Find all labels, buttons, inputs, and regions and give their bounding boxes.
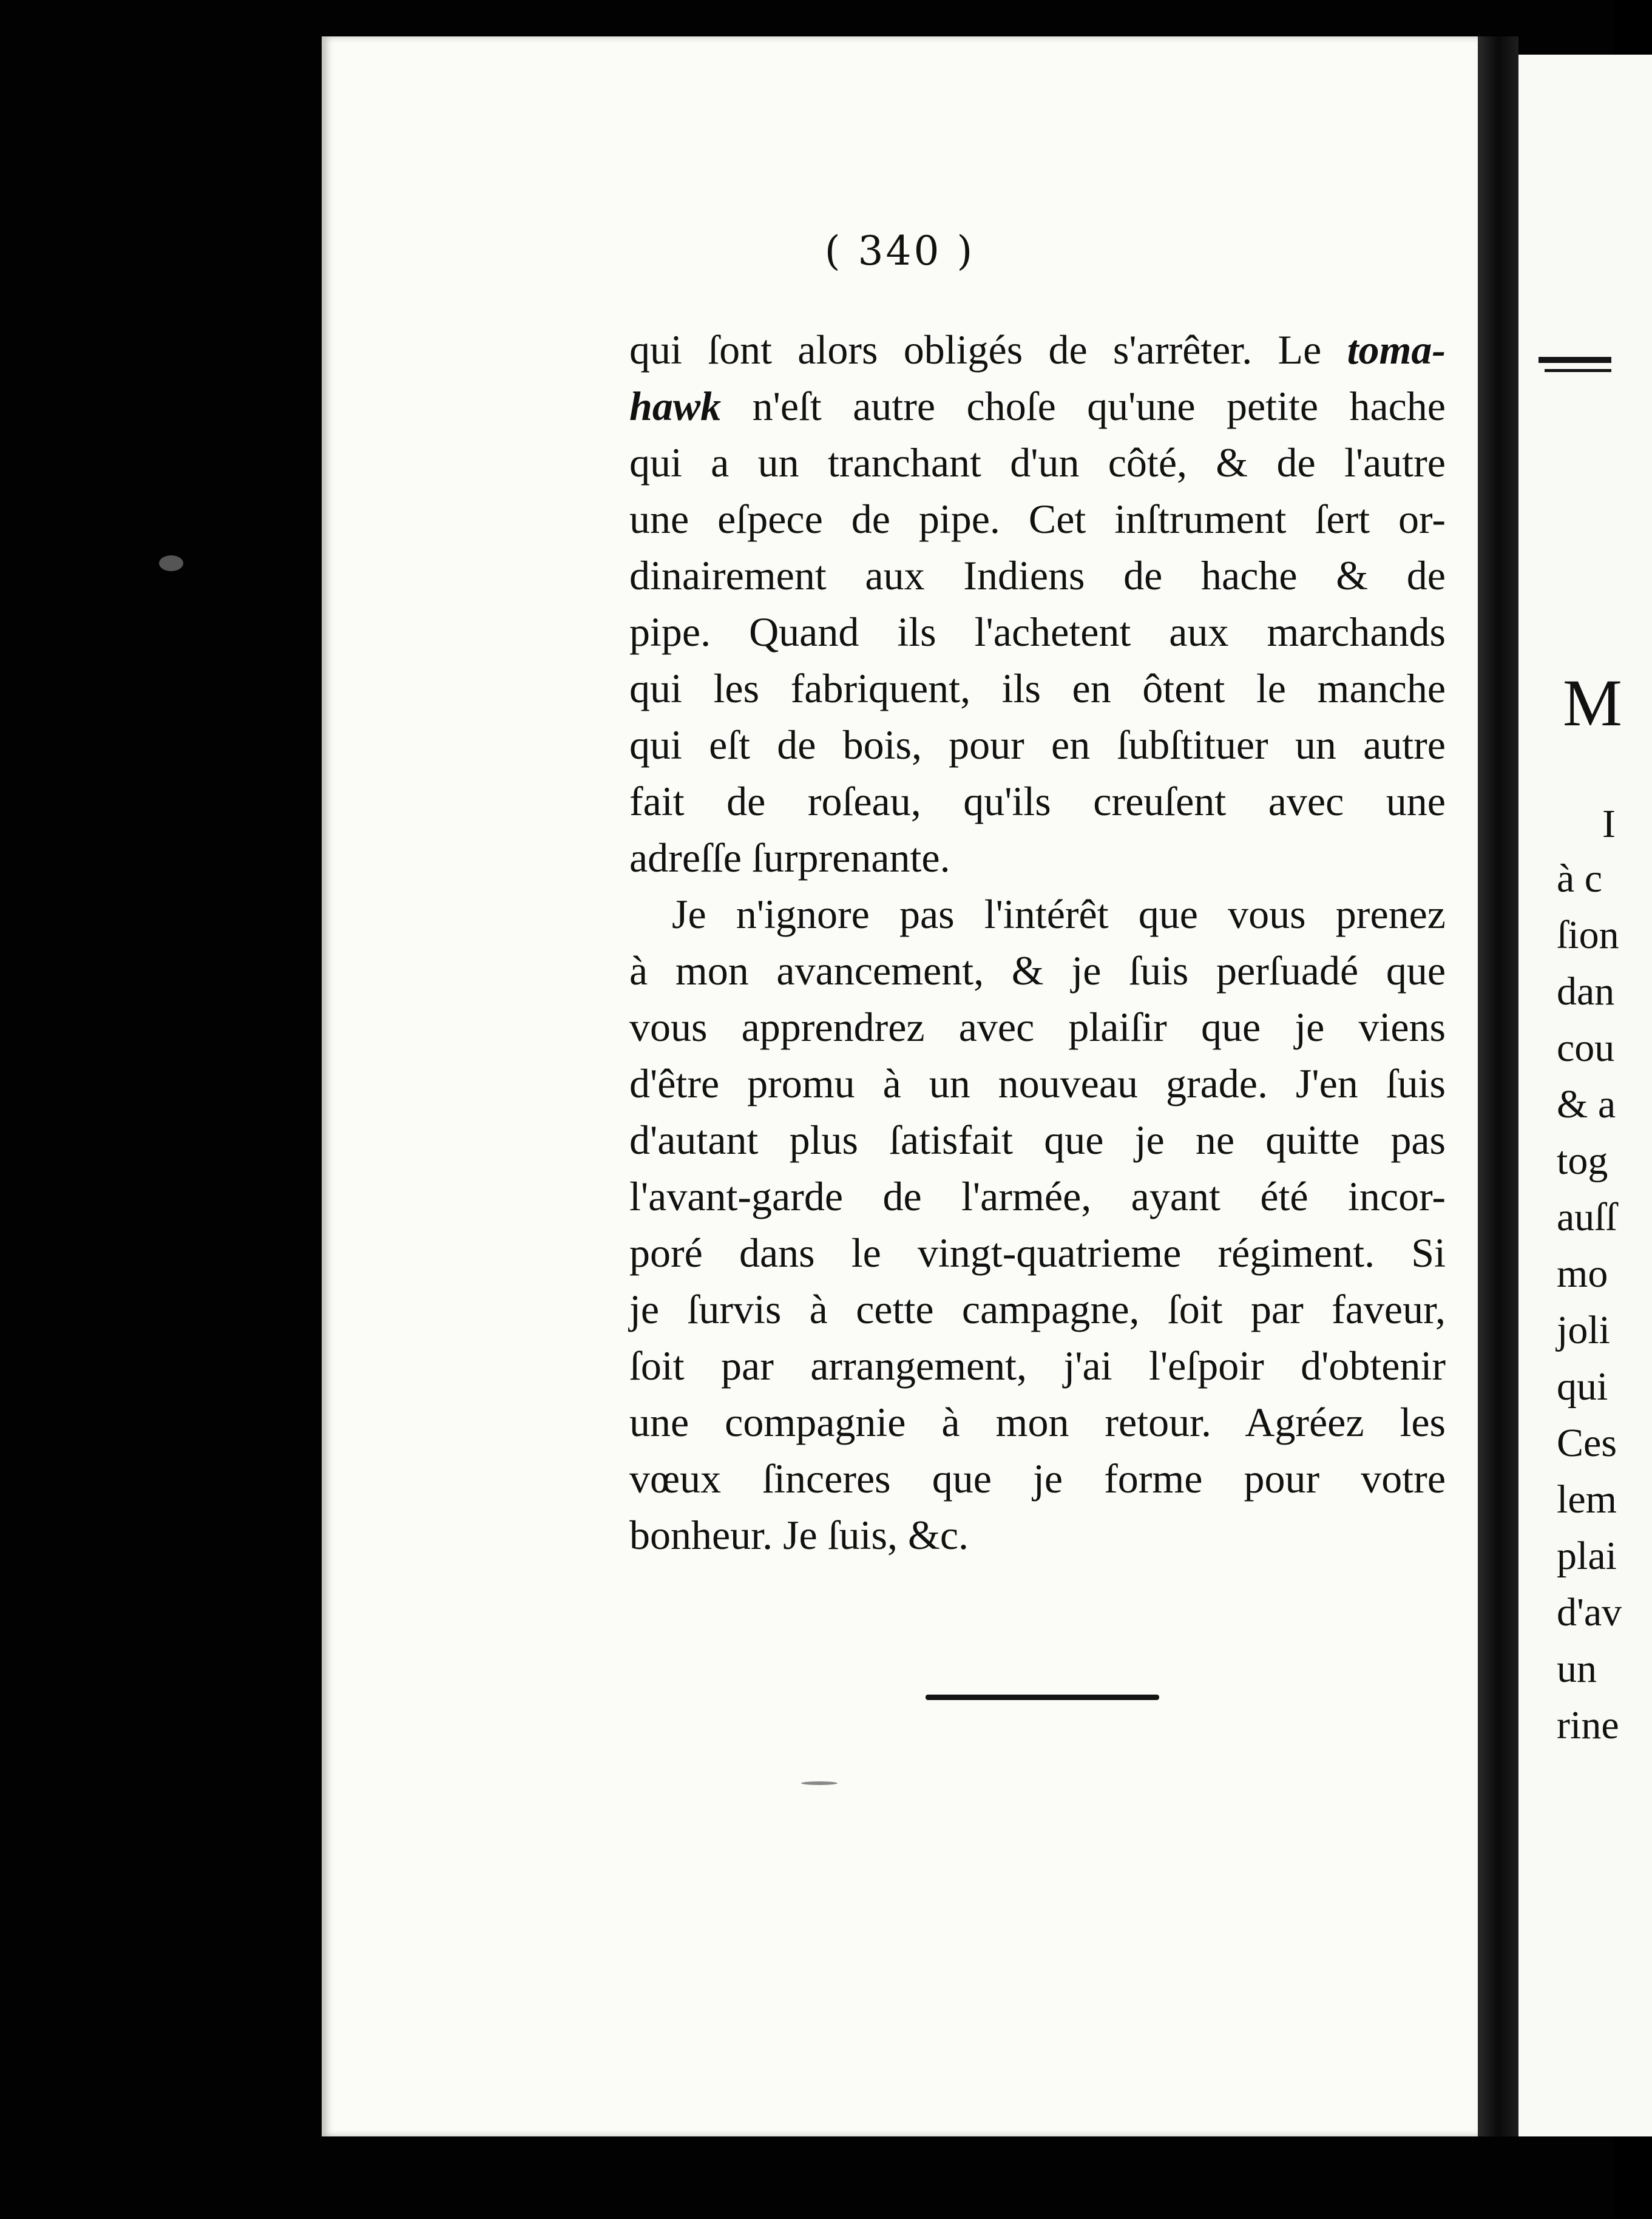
facing-fragment-6: & a	[1557, 1082, 1616, 1126]
facing-fragment-12: Ces	[1557, 1421, 1617, 1465]
facing-fragment-17: rine	[1557, 1703, 1619, 1747]
facing-fragment-16: un	[1557, 1647, 1597, 1691]
facing-page-rule	[1539, 357, 1611, 363]
text-line-21: vœux ſinceres que je forme pour votre	[629, 1455, 1446, 1502]
facing-fragment-9: mo	[1557, 1252, 1608, 1296]
facing-fragment-3: ſion	[1557, 913, 1619, 957]
text-line-9: fait de roſeau, qu'ils creuſent avec une	[629, 778, 1446, 824]
text-line-17: poré dans le vingt-quatrieme régiment. Si	[629, 1230, 1446, 1276]
facing-page-rule-thin	[1545, 369, 1611, 372]
facing-fragment-10: joli	[1557, 1308, 1611, 1352]
text-line-22: bonheur. Je ſuis, &c.	[629, 1512, 969, 1558]
facing-fragment-11: qui	[1557, 1364, 1608, 1409]
text-line-16: l'avant-garde de l'armée, ayant été incor-	[629, 1173, 1446, 1219]
facing-fragment-14: plai	[1557, 1534, 1617, 1578]
italic-hawk: hawk	[629, 383, 722, 429]
facing-fragment-8: auſſ	[1557, 1195, 1617, 1239]
text-line-2	[629, 378, 1446, 435]
line-1-text: qui ſont alors obligés de s'arrêter. Le	[629, 327, 1347, 373]
text-line-18: je ſurvis à cette campagne, ſoit par faveur,	[629, 1286, 1446, 1332]
text-line-6: pipe. Quand ils l'achetent aux marchands	[629, 609, 1446, 655]
text-line-8: qui eſt de bois, pour en ſubſtituer un autre	[629, 722, 1446, 768]
text-line-20: une compagnie à mon retour. Agréez les	[629, 1399, 1446, 1445]
facing-fragment-2: à c	[1557, 856, 1603, 901]
section-end-rule	[926, 1695, 1159, 1700]
facing-fragment-15: d'av	[1557, 1590, 1622, 1635]
facing-fragment-7: tog	[1557, 1139, 1608, 1183]
book-gutter	[1478, 36, 1518, 2136]
italic-toma: toma-	[1347, 327, 1446, 373]
text-line-5: dinairement aux Indiens de hache & de	[629, 552, 1446, 598]
facing-fragment-4: dan	[1557, 969, 1615, 1014]
text-line-13: vous apprendrez avec plaiſir que je viens	[629, 1004, 1446, 1050]
text-line-14: d'être promu à un nouveau grade. J'en ſuis	[629, 1060, 1446, 1106]
facing-fragment-5: cou	[1557, 1026, 1615, 1070]
body-text	[629, 322, 1446, 1563]
facing-fragment-1: I	[1602, 802, 1616, 846]
text-line-3: qui a un tranchant d'un côté, & de l'autre	[629, 439, 1446, 486]
text-line-19: ſoit par arrangement, j'ai l'eſpoir d'obtenir	[629, 1343, 1446, 1389]
facing-fragment-13: lem	[1557, 1477, 1617, 1522]
line-2-text: n'eſt autre choſe qu'une petite hache	[721, 383, 1446, 429]
scan-speck	[801, 1781, 838, 1785]
text-line-1	[629, 322, 1446, 378]
text-line-4: une eſpece de pipe. Cet inſtrument ſert or-	[629, 496, 1446, 542]
scan-speck	[159, 555, 183, 571]
text-line-10: adreſſe ſurprenante.	[629, 835, 950, 881]
page-number: ( 340 )	[824, 228, 975, 274]
text-line-12: à mon avancement, & je ſuis perſuadé que	[629, 947, 1446, 994]
text-line-15: d'autant plus ſatisfait que je ne quitte pas	[629, 1117, 1446, 1163]
text-line-7: qui les fabriquent, ils en ôtent le manche	[629, 665, 1446, 711]
text-line-11: Je n'ignore pas l'intérêt que vous prenez	[672, 891, 1446, 937]
facing-page-initial: M	[1563, 666, 1622, 740]
left-page	[322, 36, 1478, 2136]
